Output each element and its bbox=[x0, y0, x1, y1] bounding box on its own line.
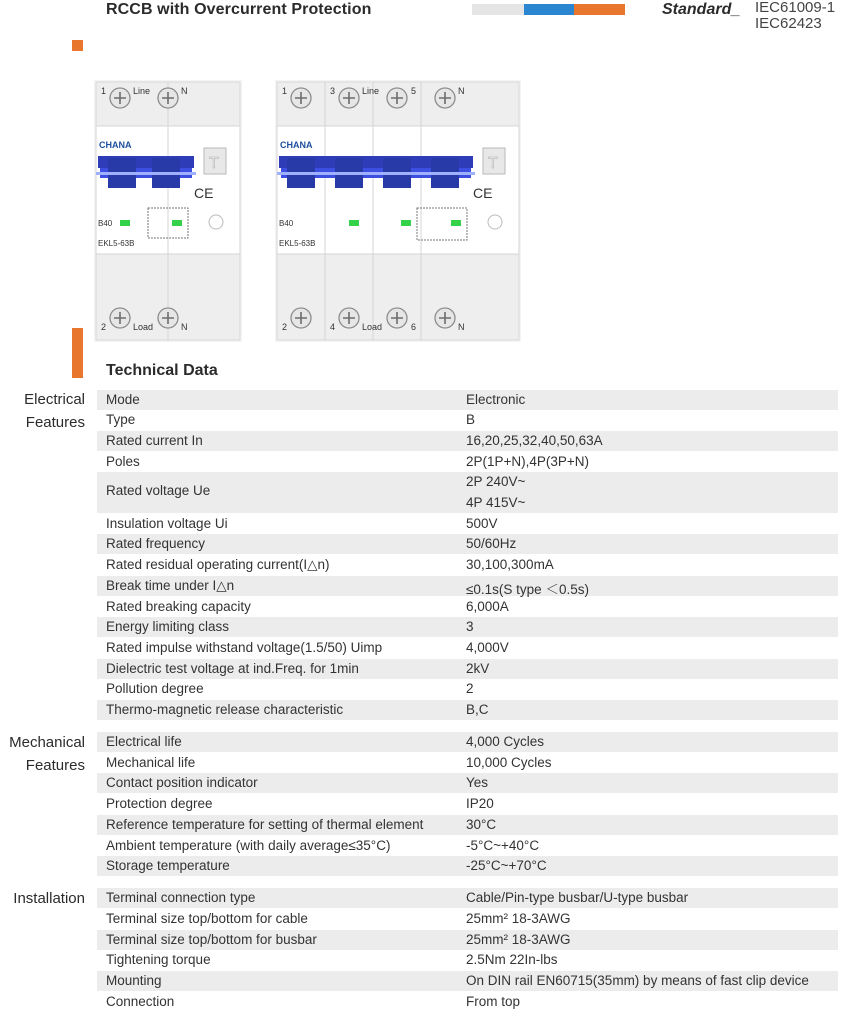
row-key: Type bbox=[106, 412, 136, 427]
terminal-label: N bbox=[458, 86, 465, 96]
row-value: 10,000 Cycles bbox=[466, 755, 552, 770]
terminal-screw-icon bbox=[291, 88, 311, 108]
row-key: Protection degree bbox=[106, 796, 213, 811]
table-row bbox=[97, 597, 838, 617]
row-value: B bbox=[466, 412, 476, 427]
row-value: 3 bbox=[466, 619, 474, 634]
row-key: Mode bbox=[106, 392, 140, 407]
table-row bbox=[97, 390, 838, 410]
row-key: Rated breaking capacity bbox=[106, 599, 251, 614]
table-row bbox=[97, 576, 838, 596]
row-key: Rated residual operating current(I△n) bbox=[106, 557, 330, 572]
terminal-screw-icon bbox=[110, 308, 130, 328]
row-value: 2 bbox=[466, 681, 474, 696]
terminal-screw-icon bbox=[387, 88, 407, 108]
row-key: Storage temperature bbox=[106, 858, 230, 873]
terminal-label: 1 bbox=[282, 86, 288, 96]
ce-mark-icon: CE bbox=[194, 185, 214, 201]
row-value: On DIN rail EN60715(35mm) by means of fast clip device bbox=[466, 973, 809, 988]
table-row bbox=[97, 534, 838, 554]
terminal-label: Line bbox=[362, 86, 380, 96]
technical-data-heading: Technical Data bbox=[106, 362, 218, 379]
row-value: -25°C~+70°C bbox=[466, 858, 547, 873]
terminal-label: 2 bbox=[282, 322, 288, 332]
row-value: Cable/Pin-type busbar/U-type busbar bbox=[466, 890, 689, 905]
row-key: Thermo-magnetic release characteristic bbox=[106, 702, 344, 717]
row-value: From top bbox=[466, 994, 521, 1009]
row-key: Contact position indicator bbox=[106, 775, 258, 790]
row-key: Terminal size top/bottom for busbar bbox=[106, 932, 317, 947]
row-value: Electronic bbox=[466, 392, 526, 407]
standard-codes bbox=[755, 0, 835, 32]
product-image-4p bbox=[275, 80, 521, 342]
accent-square bbox=[72, 40, 83, 51]
table-row bbox=[97, 452, 838, 472]
standard-label: Standard_ bbox=[662, 1, 741, 18]
table-row bbox=[97, 679, 838, 699]
row-value: 2P 240V~ bbox=[466, 474, 526, 489]
terminal-label: Load bbox=[133, 322, 154, 332]
terminal-label: 3 bbox=[330, 86, 336, 96]
table-row bbox=[97, 555, 838, 575]
accent-bar-orange bbox=[574, 4, 625, 15]
brand-logo: CHANA bbox=[99, 140, 132, 150]
table-row bbox=[97, 992, 838, 1012]
section-label-installation: Installation bbox=[13, 890, 85, 907]
row-key: Mounting bbox=[106, 973, 162, 988]
product-image-2p bbox=[94, 80, 242, 342]
row-key: Rated voltage Ue bbox=[106, 483, 211, 498]
table-row bbox=[97, 732, 838, 752]
terminal-screw-icon bbox=[158, 88, 178, 108]
row-key: Terminal size top/bottom for cable bbox=[106, 911, 308, 926]
row-key: Pollution degree bbox=[106, 681, 204, 696]
table-row bbox=[97, 410, 838, 430]
terminal-label: 2 bbox=[101, 322, 107, 332]
terminal-screw-icon bbox=[339, 88, 359, 108]
standard-code: IEC61009-1 bbox=[755, 0, 836, 16]
terminal-label: 4 bbox=[330, 322, 336, 332]
row-value: 4,000 Cycles bbox=[466, 734, 545, 749]
model-label: EKL5-63B bbox=[98, 239, 135, 248]
table-row bbox=[97, 638, 838, 658]
terminal-screw-icon bbox=[158, 308, 178, 328]
row-value: 4P 415V~ bbox=[466, 495, 526, 510]
terminal-label: 6 bbox=[411, 322, 417, 332]
terminal-label: N bbox=[181, 322, 188, 332]
row-key: Poles bbox=[106, 454, 140, 469]
row-value: 500V bbox=[466, 516, 498, 531]
row-key: Energy limiting class bbox=[106, 619, 230, 634]
row-key: Insulation voltage Ui bbox=[106, 516, 228, 531]
row-key: Terminal connection type bbox=[106, 890, 256, 905]
table-row bbox=[97, 472, 838, 513]
terminal-label: 1 bbox=[101, 86, 107, 96]
row-value: ≤0.1s(S type ＜0.5s) bbox=[466, 582, 589, 597]
row-key: Electrical life bbox=[106, 734, 182, 749]
row-key: Reference temperature for setting of thermal element bbox=[106, 817, 424, 832]
model-label: EKL5-63B bbox=[279, 239, 316, 248]
terminal-screw-icon bbox=[387, 308, 407, 328]
table-row bbox=[97, 617, 838, 637]
table-row bbox=[97, 815, 838, 835]
terminal-screw-icon bbox=[435, 88, 455, 108]
terminal-label: 5 bbox=[411, 86, 417, 96]
table-row bbox=[97, 836, 838, 856]
row-value: 2P(1P+N),4P(3P+N) bbox=[466, 454, 590, 469]
table-row bbox=[97, 888, 838, 908]
row-value: 30,100,300mA bbox=[466, 557, 554, 572]
table-row bbox=[97, 514, 838, 534]
table-row bbox=[97, 950, 838, 970]
test-button-icon: T bbox=[488, 155, 498, 172]
row-value: Yes bbox=[466, 775, 489, 790]
section-label-electrical: Electrical Features bbox=[24, 391, 85, 431]
accent-bar-blue bbox=[524, 4, 574, 15]
rating-label: B40 bbox=[98, 219, 113, 228]
terminal-screw-icon bbox=[291, 308, 311, 328]
table-row bbox=[97, 856, 838, 876]
table-row bbox=[97, 909, 838, 929]
terminal-screw-icon bbox=[110, 88, 130, 108]
table-row bbox=[97, 431, 838, 451]
page-title: RCCB with Overcurrent Protection bbox=[106, 1, 372, 18]
section-label-mechanical: Mechanical Features bbox=[9, 734, 85, 774]
row-key: Mechanical life bbox=[106, 755, 196, 770]
table-row bbox=[97, 659, 838, 679]
row-value: 2.5Nm 22In-lbs bbox=[466, 952, 558, 967]
row-value: 25mm² 18-3AWG bbox=[466, 932, 571, 947]
row-key: Break time under I△n bbox=[106, 578, 235, 593]
table-row bbox=[97, 794, 838, 814]
terminal-label: Load bbox=[362, 322, 383, 332]
table-row bbox=[97, 930, 838, 950]
row-key: Rated current In bbox=[106, 433, 203, 448]
standard-code: IEC62423 bbox=[755, 15, 822, 32]
table-row bbox=[97, 753, 838, 773]
row-value: 50/60Hz bbox=[466, 536, 517, 551]
table-row bbox=[97, 773, 838, 793]
table-row bbox=[97, 971, 838, 991]
rating-label: B40 bbox=[279, 219, 294, 228]
row-key: Connection bbox=[106, 994, 175, 1009]
terminal-screw-icon bbox=[435, 308, 455, 328]
table-row bbox=[97, 700, 838, 720]
accent-bar-grey bbox=[472, 4, 524, 15]
row-value: 2kV bbox=[466, 661, 490, 676]
ce-mark-icon: CE bbox=[473, 185, 493, 201]
row-value: 6,000A bbox=[466, 599, 509, 614]
row-value: 30°C bbox=[466, 817, 497, 832]
row-key: Rated impulse withstand voltage(1.5/50) Uimp bbox=[106, 640, 383, 655]
row-value: 25mm² 18-3AWG bbox=[466, 911, 571, 926]
row-value: -5°C~+40°C bbox=[466, 838, 540, 853]
terminal-label: N bbox=[181, 86, 188, 96]
test-button-icon: T bbox=[209, 155, 219, 172]
row-value: 16,20,25,32,40,50,63A bbox=[466, 433, 603, 448]
row-value: 4,000V bbox=[466, 640, 509, 655]
row-value: B,C bbox=[466, 702, 489, 717]
row-key: Ambient temperature (with daily average≤35°C) bbox=[106, 838, 391, 853]
terminal-label: N bbox=[458, 322, 465, 332]
row-key: Tightening torque bbox=[106, 952, 211, 967]
row-key: Dielectric test voltage at ind.Freq. for 1min bbox=[106, 661, 359, 676]
accent-vertical-bar bbox=[72, 328, 83, 378]
brand-logo: CHANA bbox=[280, 140, 313, 150]
row-key: Rated frequency bbox=[106, 536, 206, 551]
terminal-screw-icon bbox=[339, 308, 359, 328]
row-value: IP20 bbox=[466, 796, 494, 811]
terminal-label: Line bbox=[133, 86, 151, 96]
